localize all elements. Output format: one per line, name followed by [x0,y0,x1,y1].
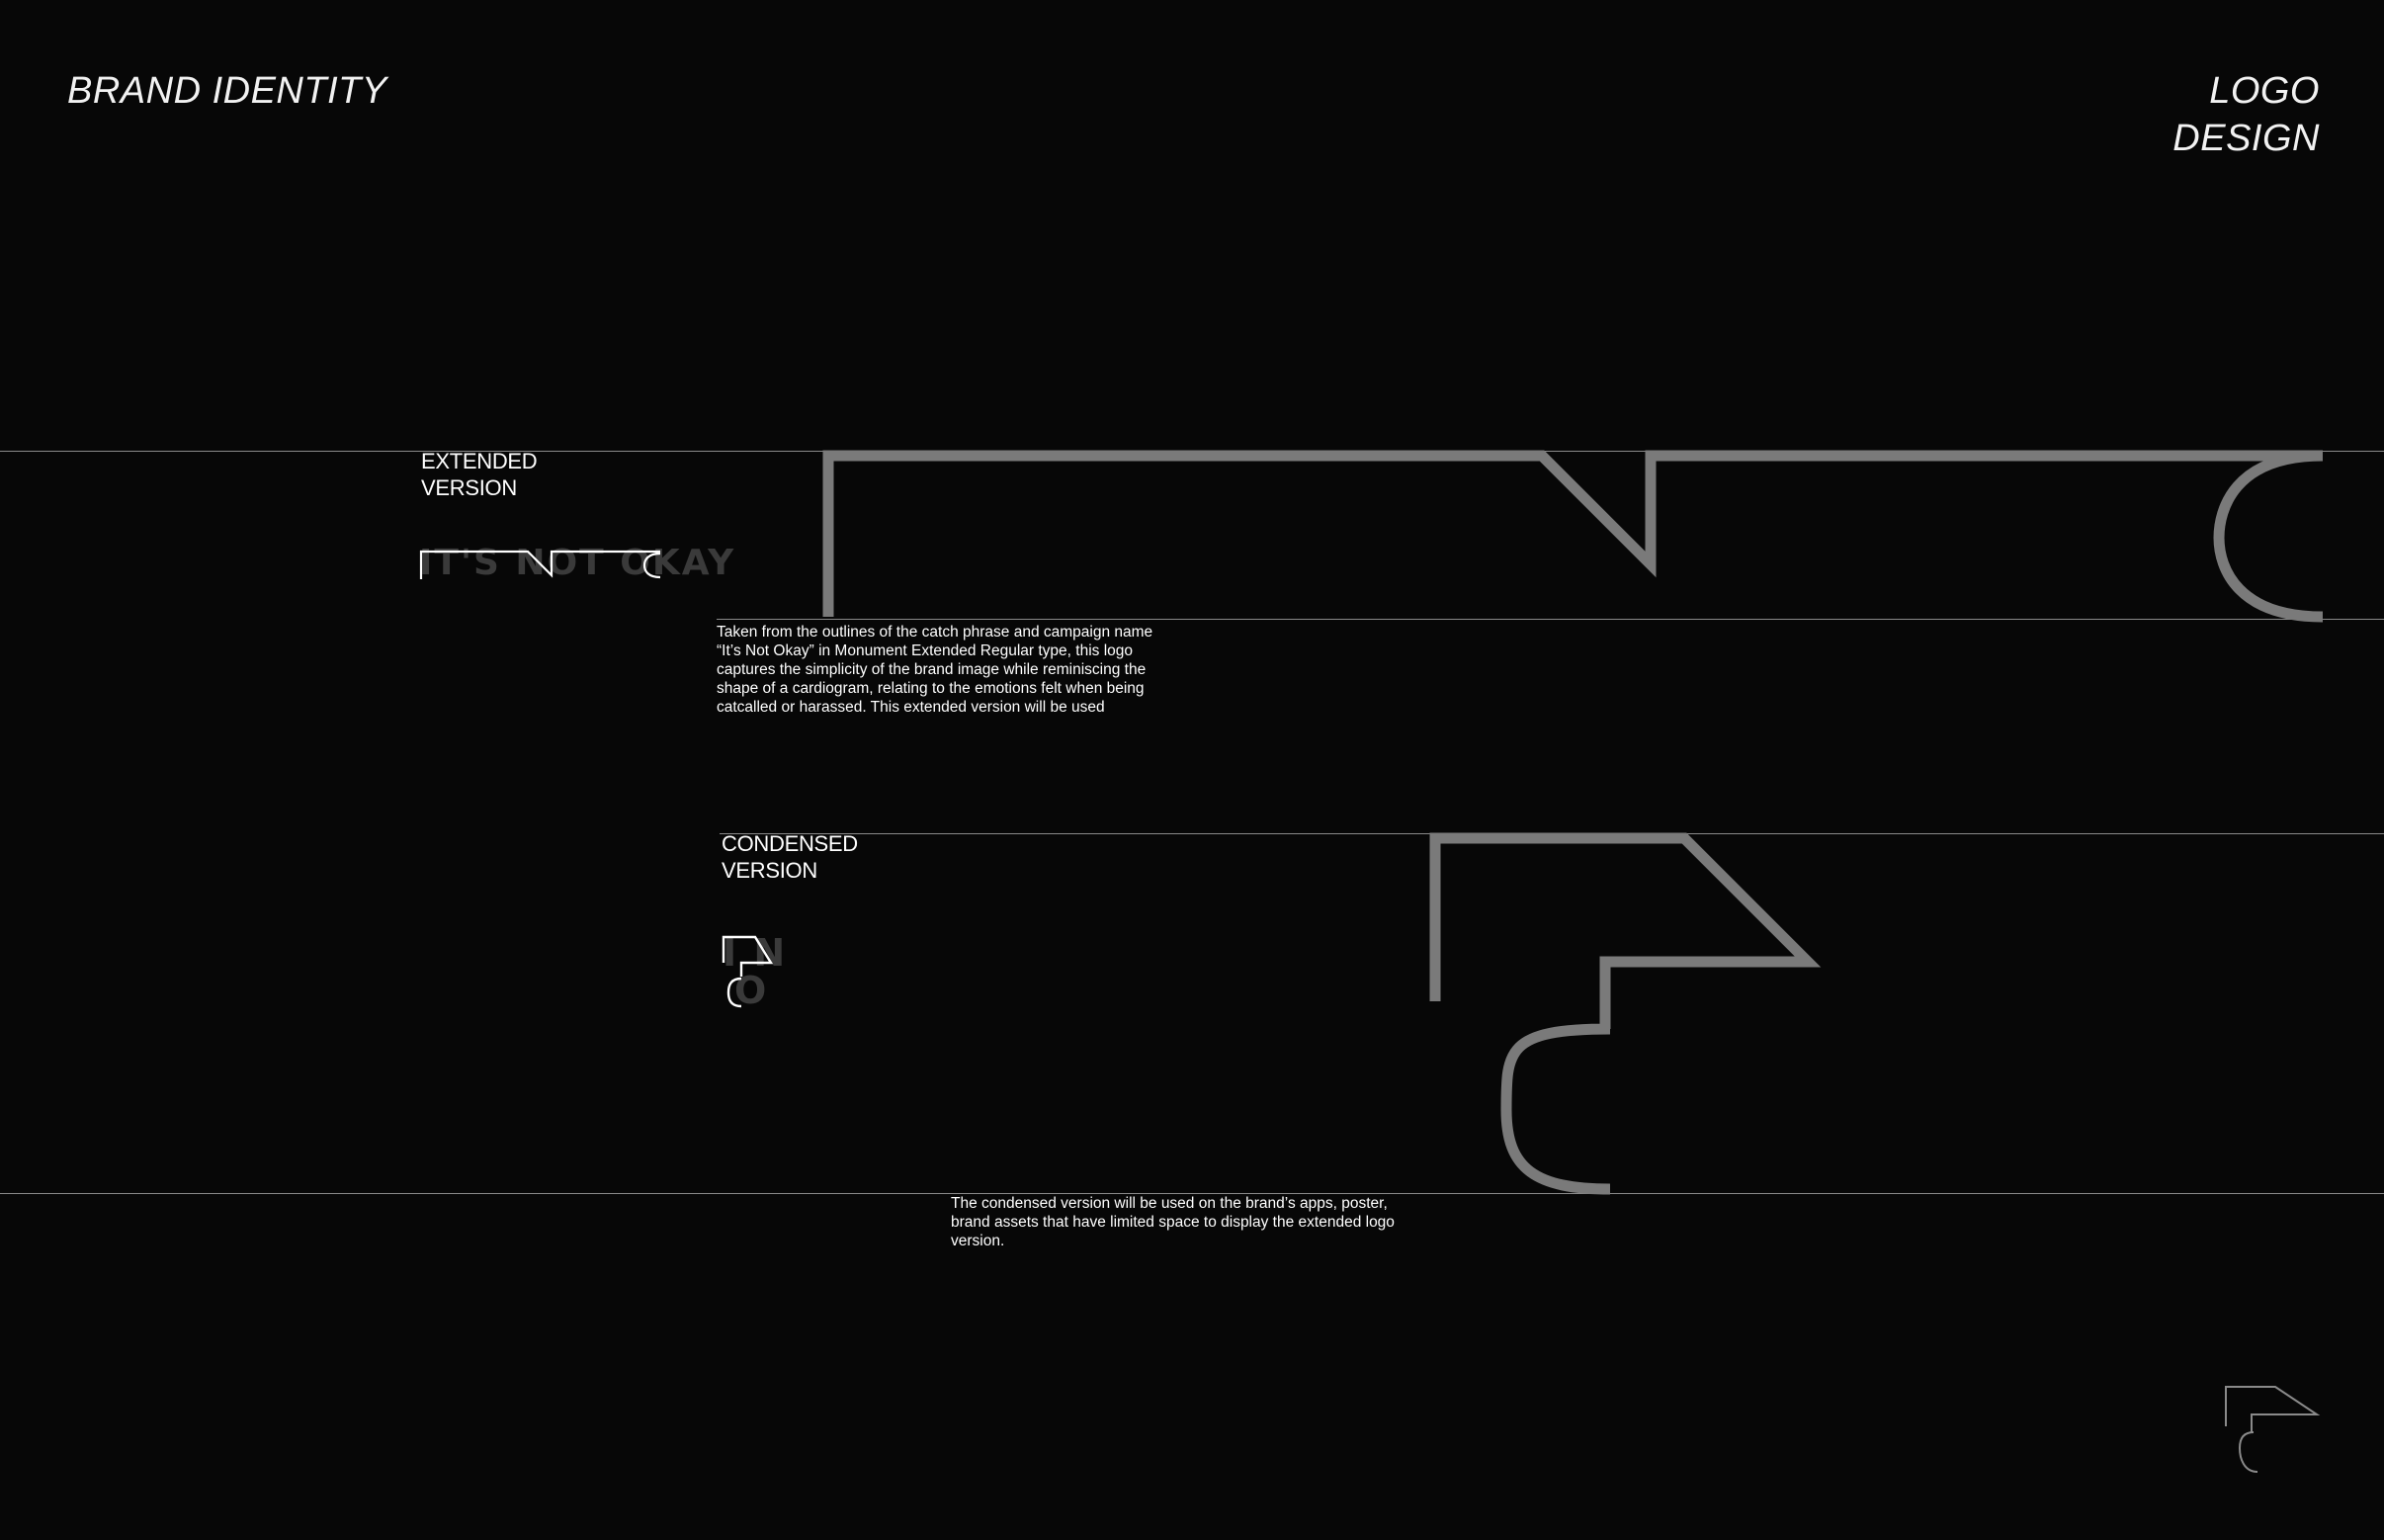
condensed-ghost-letters-bottom: O [734,969,769,1012]
corner-logo-mark [2224,1385,2323,1476]
condensed-ghost-letters-top: I N [723,931,788,975]
logo-design-title [2172,67,2320,162]
condensed-label-line2: VERSION [722,858,817,883]
condensed-logo-small [722,931,810,1010]
condensed-logo-large [1427,833,1823,1194]
extended-label-line2: VERSION [421,475,517,500]
extended-logo-large [820,451,2323,621]
brand-identity-title: BRAND IDENTITY [67,70,387,112]
extended-description: Taken from the outlines of the catch phrase and campaign name “It’s Not Okay” in Monument Extended Regular type, this logo captures the simplicity of the brand image while reminiscing the shape of a cardiogram, relating to the emotions felt when being catcalled or harassed. This extended version will be used [717,624,1153,716]
extended-version-label [421,448,537,501]
condensed-description: The condensed version will be used on the brand’s apps, poster, brand assets that have limited space to display the extended logo version. [951,1195,1395,1249]
extended-logo-small [419,550,666,581]
condensed-version-label [722,830,858,884]
logo-design-title-line2: DESIGN [2172,118,2320,159]
logo-design-title-line1: LOGO [2209,70,2320,112]
extended-label-line1: EXTENDED [421,449,538,473]
extended-ghost-wordmark: IT'S NOT OKAY [419,543,736,583]
condensed-label-line1: CONDENSED [722,831,858,856]
